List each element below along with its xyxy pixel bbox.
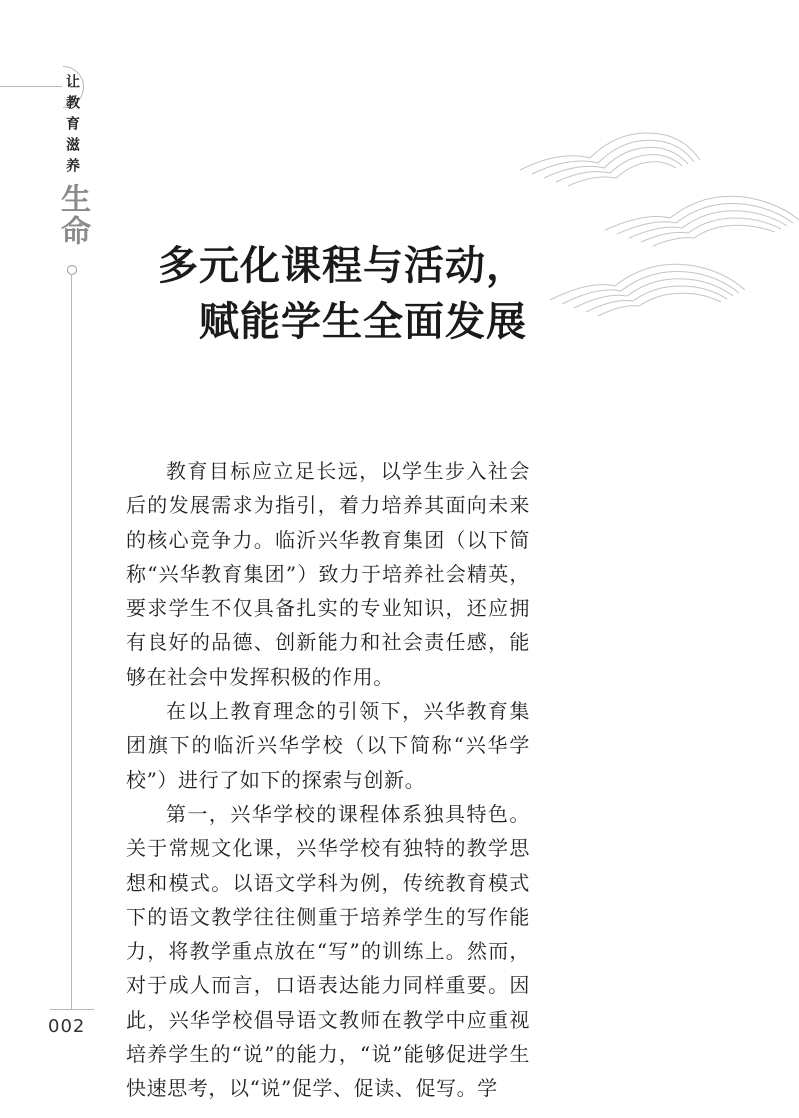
rail-dot	[67, 265, 77, 275]
chapter-title-line-2: 赋能学生全面发展	[199, 299, 527, 345]
paragraph: 教育目标应立足长远，以学生步入社会后的发展需求为指引，着力培养其面向未来的核心竞争力。临沂兴华教育集团（以下简称“兴华教育集团”）致力于培养社会精英，要求学生不仅具备扎实的专业知识，还应拥有良好的品德、创新能力和社会责任感，能够在社会中发挥积极的作用。	[126, 459, 530, 689]
chapter-title	[158, 238, 527, 350]
series-title-big: 生命	[55, 183, 90, 247]
rail-vertical-line	[71, 274, 72, 1009]
chapter-title-line-1: 多元化课程与活动，	[158, 243, 527, 289]
paragraph: 在以上教育理念的引领下，兴华教育集团旗下的临沂兴华学校（以下简称“兴华学校”）进行了如下的探索与创新。	[126, 699, 530, 792]
mountain-decoration	[510, 120, 799, 340]
series-title-small: 让教育滋养	[64, 74, 80, 179]
paragraph: 第一，兴华学校的课程体系独具特色。关于常规文化课，兴华学校有独特的教学思想和模式。以语文学科为例，传统教育模式下的语文教学往往侧重于培养学生的写作能力，将教学重点放在“写”的训练上。然而，对于成人而言，口语表达能力同样重要。因此，兴华学校倡导语文教师在教学中应重视培养学生的“说”的能力，“说”能够促进学生快速思考，以“说”促学、促读、促写。学	[126, 801, 530, 1101]
series-title	[55, 74, 90, 247]
rail-bottom-line	[50, 1009, 94, 1010]
body-text	[126, 454, 530, 1106]
page-number: 002	[48, 1016, 86, 1037]
rail-top-line	[0, 86, 62, 87]
